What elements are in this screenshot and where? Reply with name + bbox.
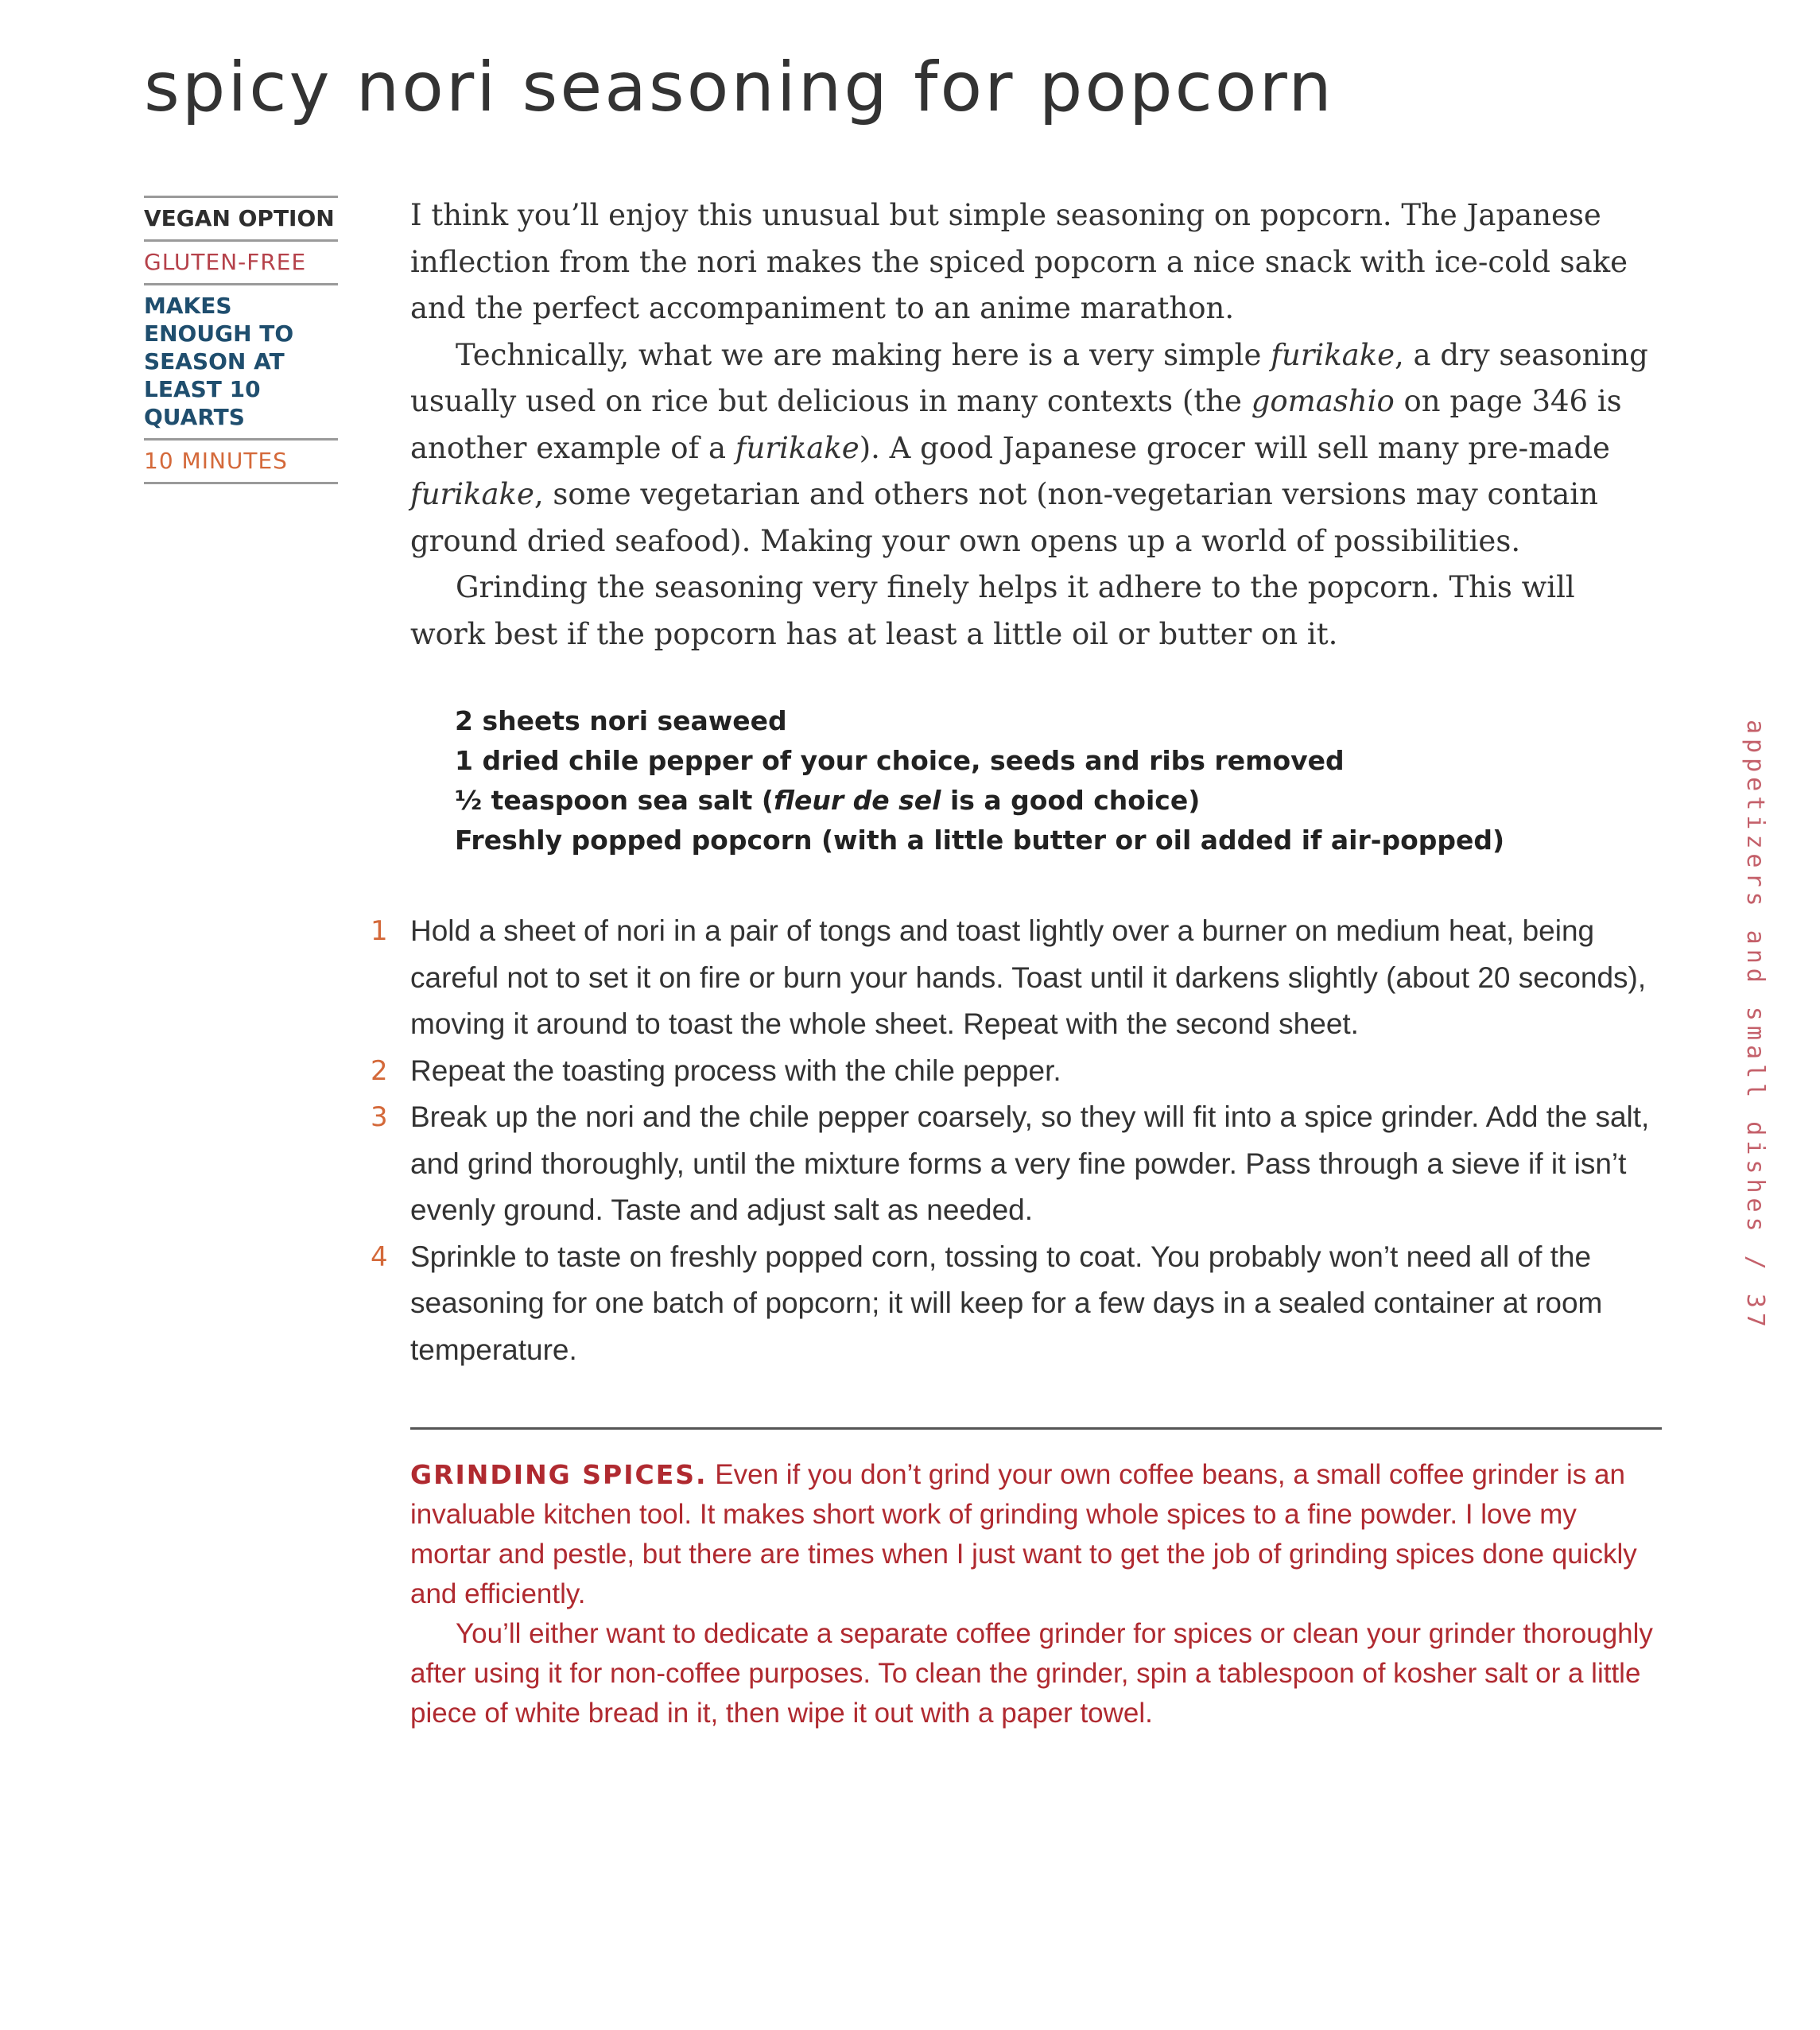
- step-3: [371, 1094, 1659, 1234]
- emphasis-furikake: furikake: [1271, 337, 1395, 372]
- intro-text: , some vegetarian and others not (non-vegetarian versions may contain ground dried seafood). Making your own opens up a world of possibilities.: [410, 477, 1598, 558]
- recipe-steps: [371, 908, 1659, 1373]
- ingredient-item: Freshly popped popcorn (with a little butter or oil added if air-popped): [455, 825, 1505, 856]
- grinding-spices-note: [410, 1455, 1659, 1733]
- recipe-intro: [410, 192, 1659, 658]
- note-heading: GRINDING SPICES.: [410, 1459, 708, 1490]
- step-2: [371, 1048, 1659, 1095]
- step-number: 1: [371, 915, 388, 947]
- intro-paragraph-3: Grinding the seasoning very finely helps it adhere to the popcorn. This will work best if the popcorn has at least a little oil or butter on it.: [410, 570, 1575, 651]
- tag-time: 10 MINUTES: [144, 438, 338, 484]
- step-text: Sprinkle to taste on freshly popped corn, tossing to coat. You probably won’t need all of the seasoning for one batch of popcorn; it will keep for a few days in a sealed container at room temperature.: [410, 1240, 1603, 1366]
- ingredient-list: [455, 701, 1647, 860]
- section-divider: [410, 1427, 1662, 1430]
- intro-paragraph-1: I think you’ll enjoy this unusual but simple seasoning on popcorn. The Japanese inflection from the nori makes the spiced popcorn a nice snack with ice-cold sake and the perfect accompaniment to an anime marathon.: [410, 198, 1628, 325]
- tag-yield: MAKES ENOUGH TO SEASON AT LEAST 10 QUARTS: [144, 283, 338, 438]
- step-number: 3: [371, 1101, 388, 1133]
- note-paragraph-1: [410, 1455, 1659, 1614]
- ingredient-item: 2 sheets nori seaweed: [455, 705, 787, 736]
- page-title: spicy nori seasoning for popcorn: [144, 48, 1334, 127]
- step-text: Break up the nori and the chile pepper coarsely, so they will fit into a spice grinder. Add the salt, and grind thoroughly, until the mixture forms a very fine powder. Pass through a sieve if it isn’t evenly ground. Taste and adjust salt as needed.: [410, 1100, 1650, 1226]
- step-1: [371, 908, 1659, 1048]
- step-number: 2: [371, 1054, 388, 1087]
- intro-text: ). A good Japanese grocer will sell many pre-made: [859, 430, 1610, 465]
- intro-paragraph-2: [410, 332, 1659, 565]
- recipe-tags: [144, 196, 338, 484]
- step-number: 4: [371, 1240, 388, 1273]
- emphasis-gomashio: gomashio: [1251, 384, 1395, 418]
- intro-text: Technically, what we are making here is a very simple: [456, 337, 1271, 372]
- note-text: Even if you don’t grind your own coffee beans, a small coffee grinder is an invaluable kitchen tool. It makes short work of grinding whole spices to a fine powder. I love my mortar and pestle, but there are times when I just want to get the job of grinding spices done quickly and efficiently.: [410, 1459, 1637, 1609]
- note-paragraph-2: You’ll either want to dedicate a separate coffee grinder for spices or clean your grinder thoroughly after using it for non-coffee purposes. To clean the grinder, spin a tablespoon of kosher salt or a little piece of white bread in it, then wipe it out with a paper towel.: [410, 1618, 1653, 1729]
- intro-text: , a dry seasoning usually used on rice but delicious in many contexts (the: [410, 337, 1648, 418]
- intro-text: on page 346 is another example of a: [410, 384, 1622, 465]
- tag-gluten-free: GLUTEN-FREE: [144, 239, 338, 283]
- tag-vegan-option: VEGAN OPTION: [144, 196, 338, 239]
- ingredient-text: is a good choice): [941, 785, 1201, 816]
- ingredient-text: ½ teaspoon sea salt (: [455, 785, 774, 816]
- step-text: Repeat the toasting process with the chile pepper.: [410, 1054, 1061, 1087]
- emphasis-fleur-de-sel: fleur de sel: [774, 785, 941, 816]
- emphasis-furikake: furikake: [735, 430, 860, 465]
- step-text: Hold a sheet of nori in a pair of tongs and toast lightly over a burner on medium heat, being careful not to set it on fire or burn your hands. Toast until it darkens slightly (about 20 seconds), moving it around to toast the whole sheet. Repeat with the second sheet.: [410, 914, 1647, 1040]
- running-footer: appetizers and small dishes / 37: [1741, 720, 1769, 1332]
- ingredient-item: [455, 781, 1647, 821]
- ingredient-item: 1 dried chile pepper of your choice, seeds and ribs removed: [455, 745, 1345, 776]
- emphasis-furikake: furikake: [410, 477, 534, 511]
- step-4: [371, 1234, 1659, 1374]
